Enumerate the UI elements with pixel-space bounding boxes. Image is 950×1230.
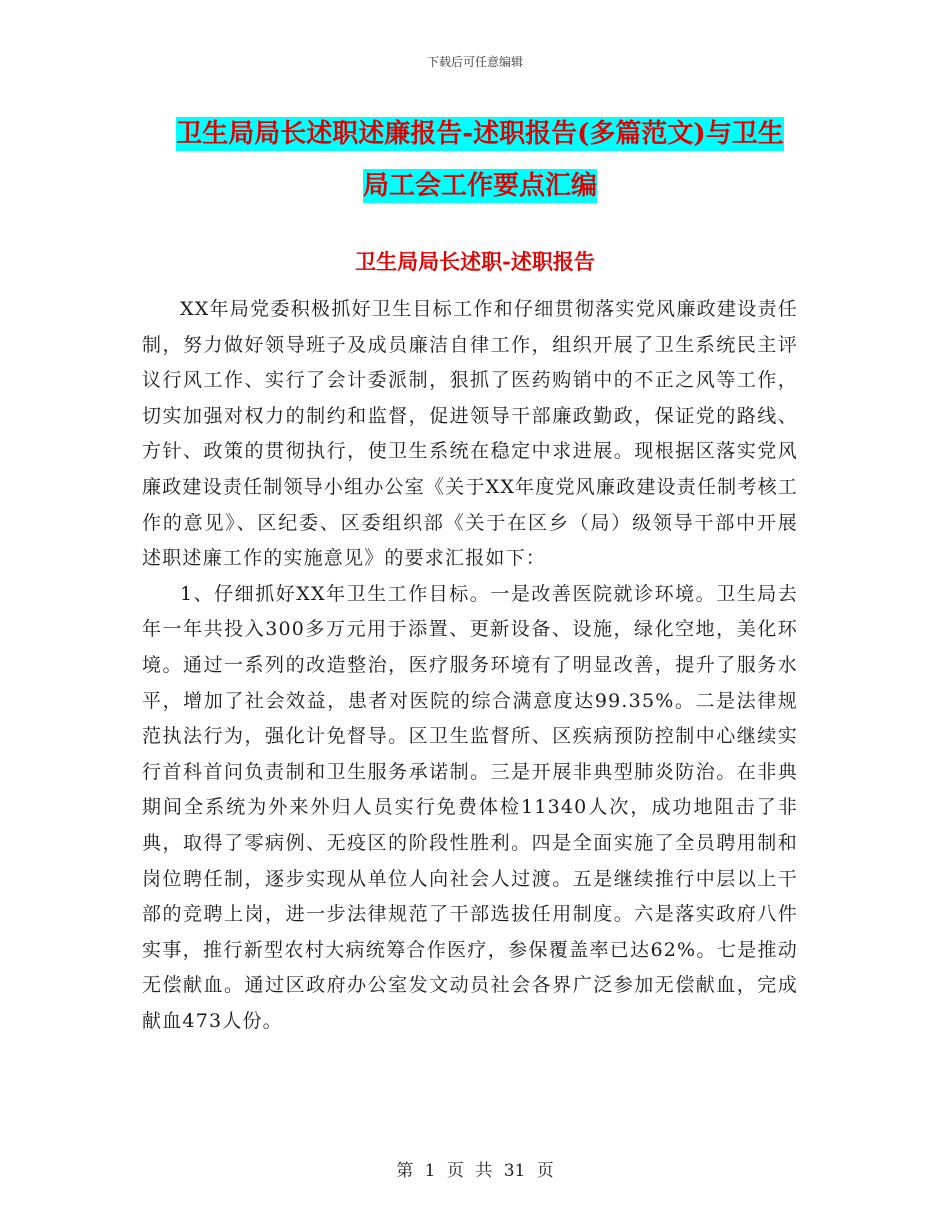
document-title-line2: 局工会工作要点汇编 <box>362 171 597 201</box>
section-title: 卫生局局长述职-述职报告 <box>355 249 595 274</box>
header-note: 下载后可任意编辑 <box>426 55 523 69</box>
document-title-line1: 卫生局局长述职述廉报告-述职报告(多篇范文)与卫生 <box>176 119 784 149</box>
page-footer: 第 1 页 共 31 页 <box>396 1161 554 1181</box>
document-body <box>142 292 798 1039</box>
document-title <box>140 108 820 212</box>
paragraph-2: 1、仔细抓好XX年卫生工作目标。一是改善医院就诊环境。卫生局去年一年共投入300多万元用于添置、更新设备、设施，绿化空地，美化环境。通过一系列的改造整治，医疗服务环境有了明显改善，提升了服务水平，增加了社会效益，患者对医院的综合满意度达99.35%。二是法律规范执法行为，强化计免督导。区卫生监督所、区疾病预防控制中心继续实行首科首问负责制和卫生服务承诺制。三是开展非典型肺炎防治。在非典期间全系统为外来外归人员实行免费体检11340人次，成功地阻击了非典，取得了零病例、无疫区的阶段性胜利。四是全面实施了全员聘用制和岗位聘任制，逐步实现从单位人向社会人过渡。五是继续推行中层以上干部的竞聘上岗，进一步法律规范了干部选拔任用制度。六是落实政府八件实事，推行新型农村大病统筹合作医疗，参保覆盖率已达62%。七是推动无偿献血。通过区政府办公室发文动员社会各界广泛参加无偿献血，完成献血473人份。 <box>142 582 798 1032</box>
paragraph-1: XX年局党委积极抓好卫生目标工作和仔细贯彻落实党风廉政建设责任制，努力做好领导班子及成员廉洁自律工作，组织开展了卫生系统民主评议行风工作、实行了会计委派制，狠抓了医药购销中的不正之风等工作，切实加强对权力的制约和监督，促进领导干部廉政勤政，保证党的路线、方针、政策的贯彻执行，使卫生系统在稳定中求进展。现根据区落实党风廉政建设责任制领导小组办公室《关于XX年度党风廉政建设责任制考核工作的意见》、区纪委、区委组织部《关于在区乡（局）级领导干部中开展述职述廉工作的实施意见》的要求汇报如下： <box>142 298 798 570</box>
